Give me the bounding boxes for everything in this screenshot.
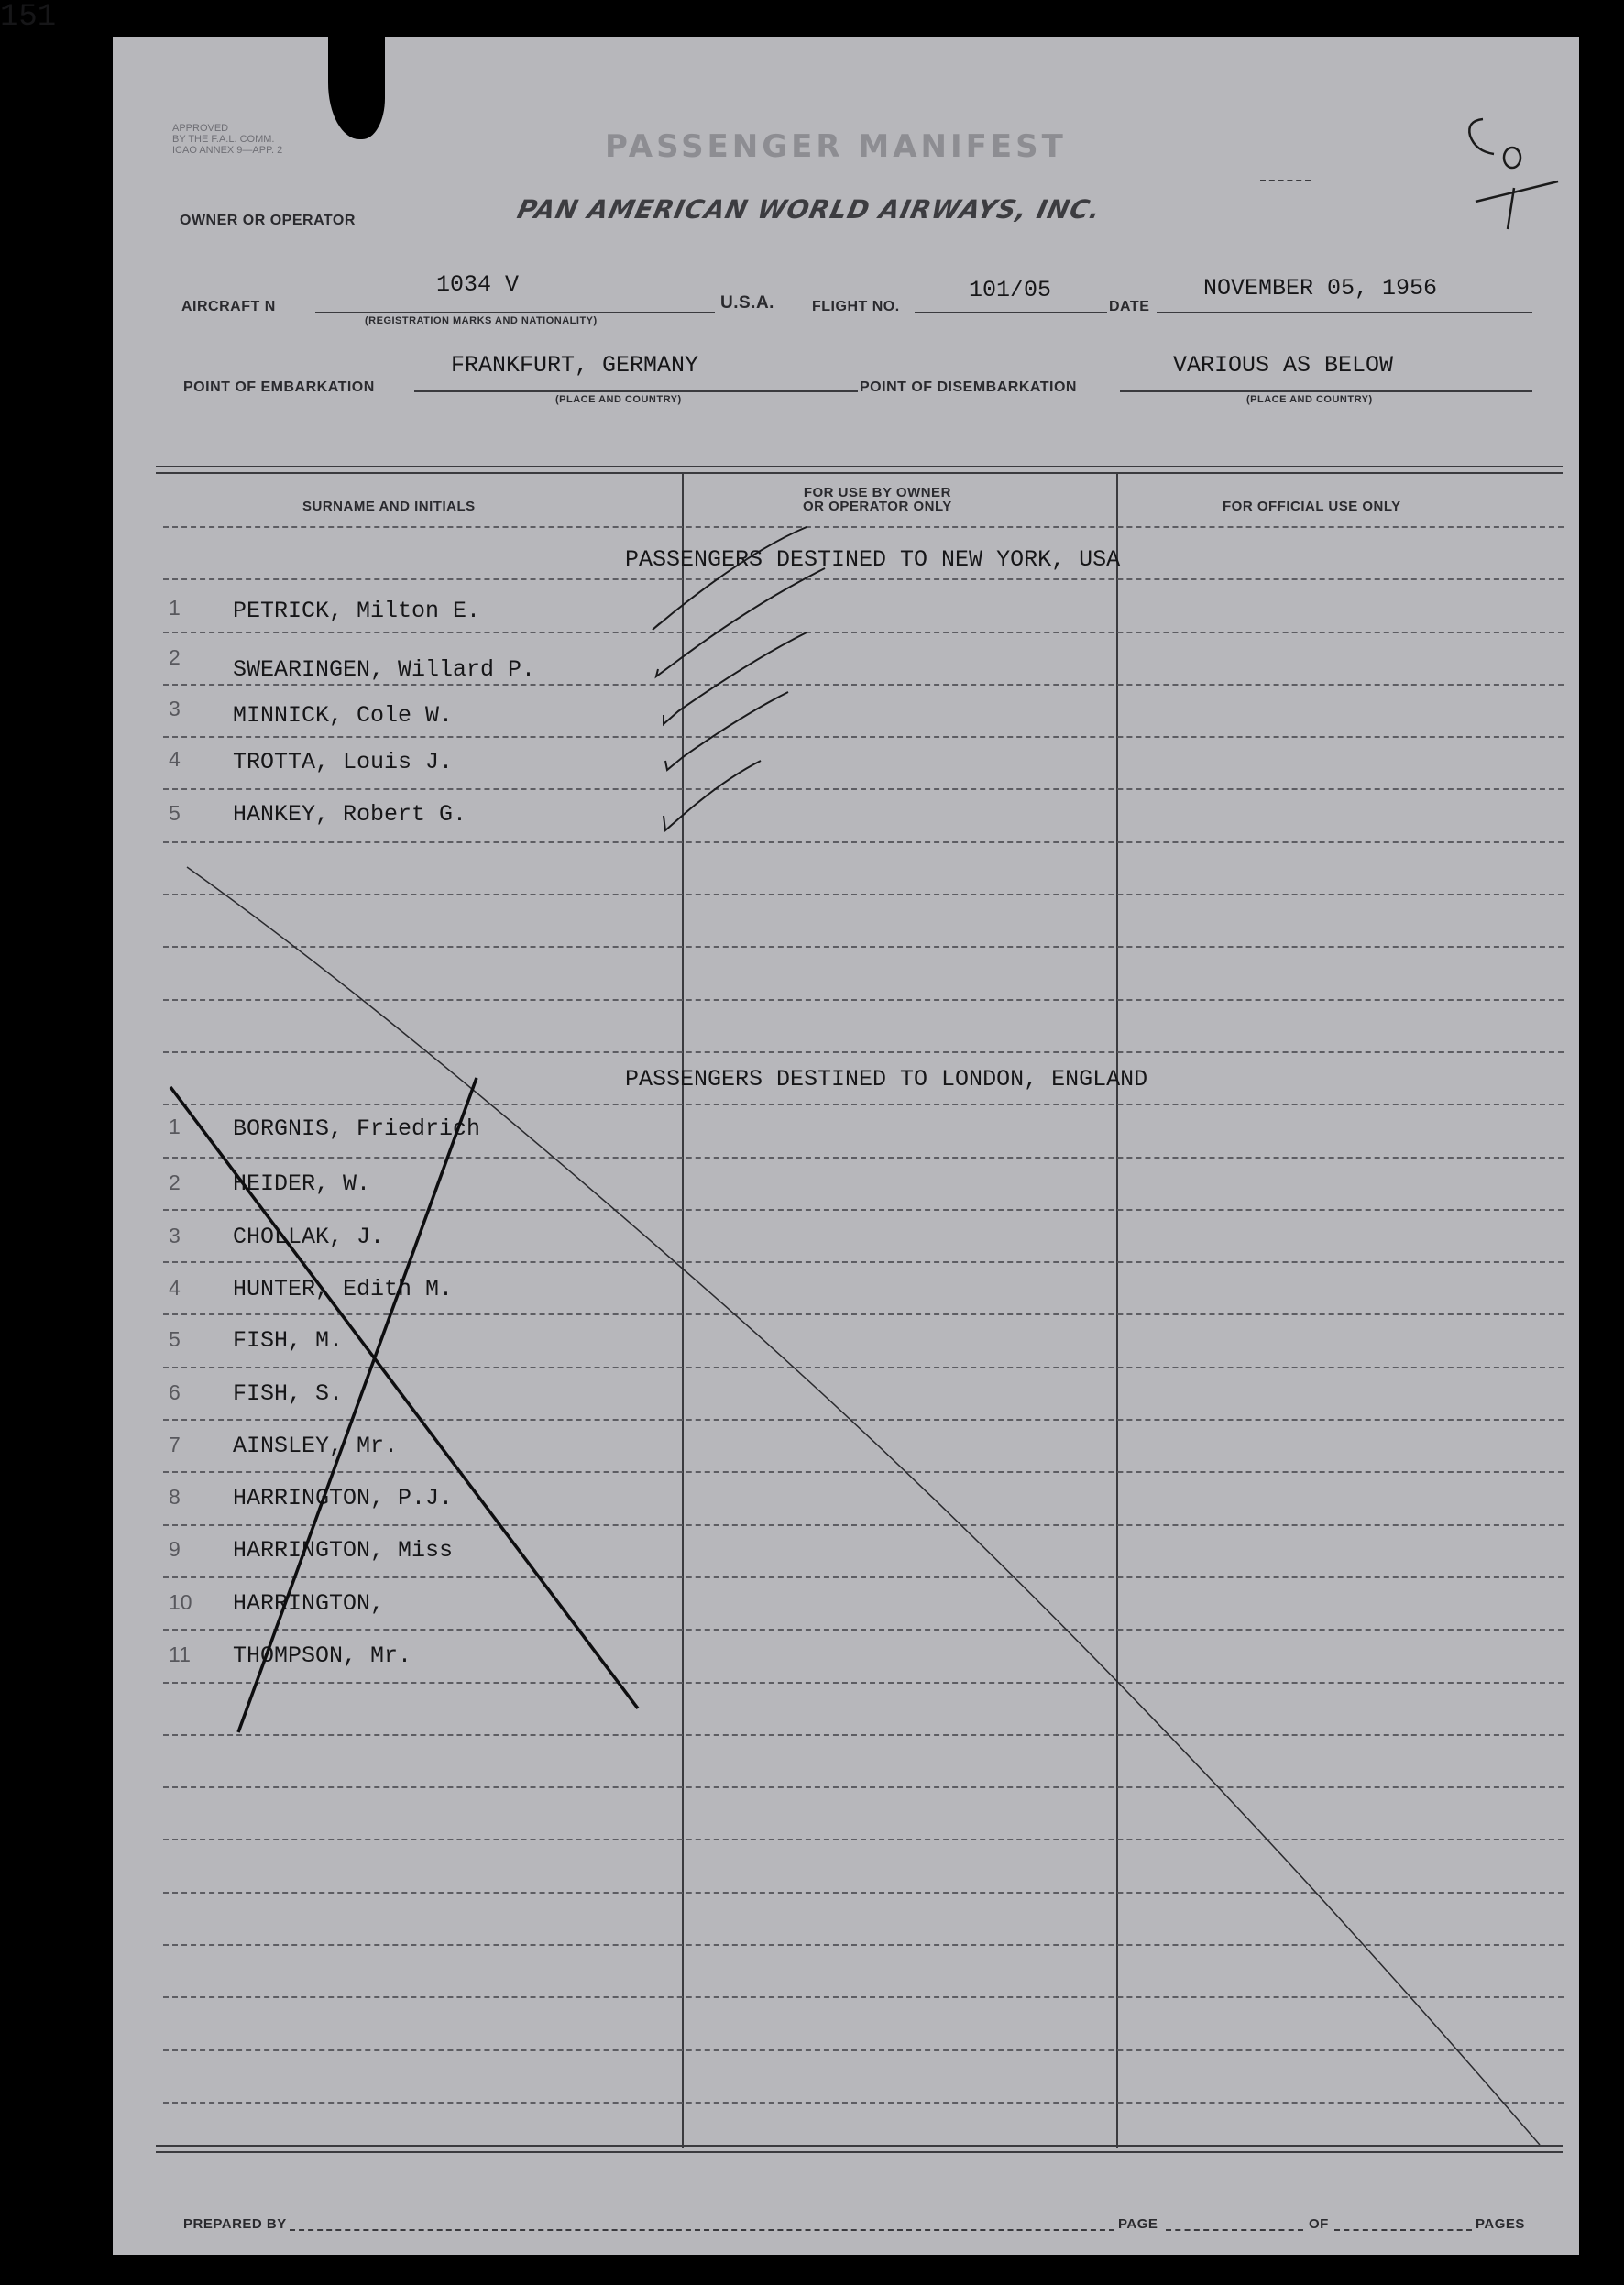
passenger-name: TROTTA, Louis J. [233, 749, 454, 775]
passenger-name: CHOLLAK, J. [233, 1224, 385, 1250]
page-label: PAGE [1118, 2216, 1158, 2232]
passenger-name: FISH, M. [233, 1327, 344, 1354]
date-value: NOVEMBER 05, 1956 [1203, 275, 1438, 302]
section-heading-london: PASSENGERS DESTINED TO LONDON, ENGLAND [625, 1066, 1148, 1093]
disembarkation-value: VARIOUS AS BELOW [1173, 352, 1394, 379]
passenger-name: HUNTER, Edith M. [233, 1276, 454, 1302]
embarkation-caption: (PLACE AND COUNTRY) [555, 394, 682, 405]
row-number: 3 [169, 1224, 181, 1247]
col-surname-header: SURNAME AND INITIALS [302, 499, 476, 514]
row-number: 5 [169, 801, 181, 825]
embarkation-label: POINT OF EMBARKATION [183, 379, 375, 395]
passenger-name: HANKEY, Robert G. [233, 801, 467, 828]
row-number: 6 [169, 1380, 181, 1404]
pages-label: PAGES [1476, 2216, 1525, 2232]
row-number: 4 [169, 1276, 181, 1300]
aircraft-value: 1034 V [436, 271, 520, 298]
row-number: 2 [169, 1170, 181, 1194]
owner-operator-label: OWNER OR OPERATOR [180, 213, 356, 228]
row-number: 1 [169, 1115, 181, 1138]
row-number: 9 [169, 1537, 181, 1561]
passenger-name: SWEARINGEN, Willard P. [233, 656, 536, 683]
row-number: 1 [169, 596, 181, 620]
embarkation-value: FRANKFURT, GERMANY [451, 352, 699, 379]
row-number: 10 [169, 1590, 192, 1614]
aircraft-label: AIRCRAFT N [181, 299, 276, 314]
date-label: DATE [1109, 299, 1150, 314]
passenger-name: AINSLEY, Mr. [233, 1433, 399, 1459]
row-number: 2 [169, 645, 181, 669]
page-number: 151 [0, 0, 57, 35]
prepared-by-label: PREPARED BY [183, 2216, 287, 2232]
passenger-name: HARRINGTON, P.J. [233, 1485, 454, 1511]
table-bottom-rule [156, 2145, 1563, 2153]
flight-no-label: FLIGHT NO. [812, 299, 900, 314]
row-number: 5 [169, 1327, 181, 1351]
row-number: 7 [169, 1433, 181, 1456]
usa-label: U.S.A. [720, 293, 774, 313]
manifest-title: PASSENGER MANIFEST [605, 128, 1067, 165]
company-name: PAN AMERICAN WORLD AIRWAYS, INC. [514, 194, 1104, 225]
passenger-name: HARRINGTON, [233, 1590, 385, 1617]
row-number: 3 [169, 697, 181, 720]
passenger-name: PETRICK, Milton E. [233, 598, 481, 624]
passenger-name: HEIDER, W. [233, 1170, 371, 1197]
flight-no-value: 101/05 [969, 277, 1052, 303]
passenger-name: HARRINGTON, Miss [233, 1537, 454, 1564]
section-heading-new-york: PASSENGERS DESTINED TO NEW YORK, USA [625, 546, 1121, 573]
passenger-name: BORGNIS, Friedrich [233, 1115, 481, 1142]
stamp-line-3: ICAO ANNEX 9—APP. 2 [172, 145, 283, 156]
stamp-line-1: APPROVED [172, 123, 229, 134]
registration-caption: (REGISTRATION MARKS AND NATIONALITY) [365, 315, 598, 326]
passenger-name: FISH, S. [233, 1380, 344, 1407]
row-number: 4 [169, 747, 181, 771]
passenger-name: MINNICK, Cole W. [233, 702, 454, 729]
col-owner-use-line2: OR OPERATOR ONLY [803, 499, 952, 514]
disembarkation-caption: (PLACE AND COUNTRY) [1246, 394, 1373, 405]
passenger-name: THOMPSON, Mr. [233, 1642, 412, 1669]
col-official-use-header: FOR OFFICIAL USE ONLY [1223, 499, 1401, 514]
disembarkation-label: POINT OF DISEMBARKATION [860, 379, 1077, 395]
stamp-line-2: BY THE F.A.L. COMM. [172, 134, 275, 145]
row-number: 11 [169, 1642, 191, 1666]
row-number: 8 [169, 1485, 181, 1509]
col-owner-use-line1: FOR USE BY OWNER [803, 485, 951, 500]
of-label: OF [1309, 2216, 1329, 2232]
